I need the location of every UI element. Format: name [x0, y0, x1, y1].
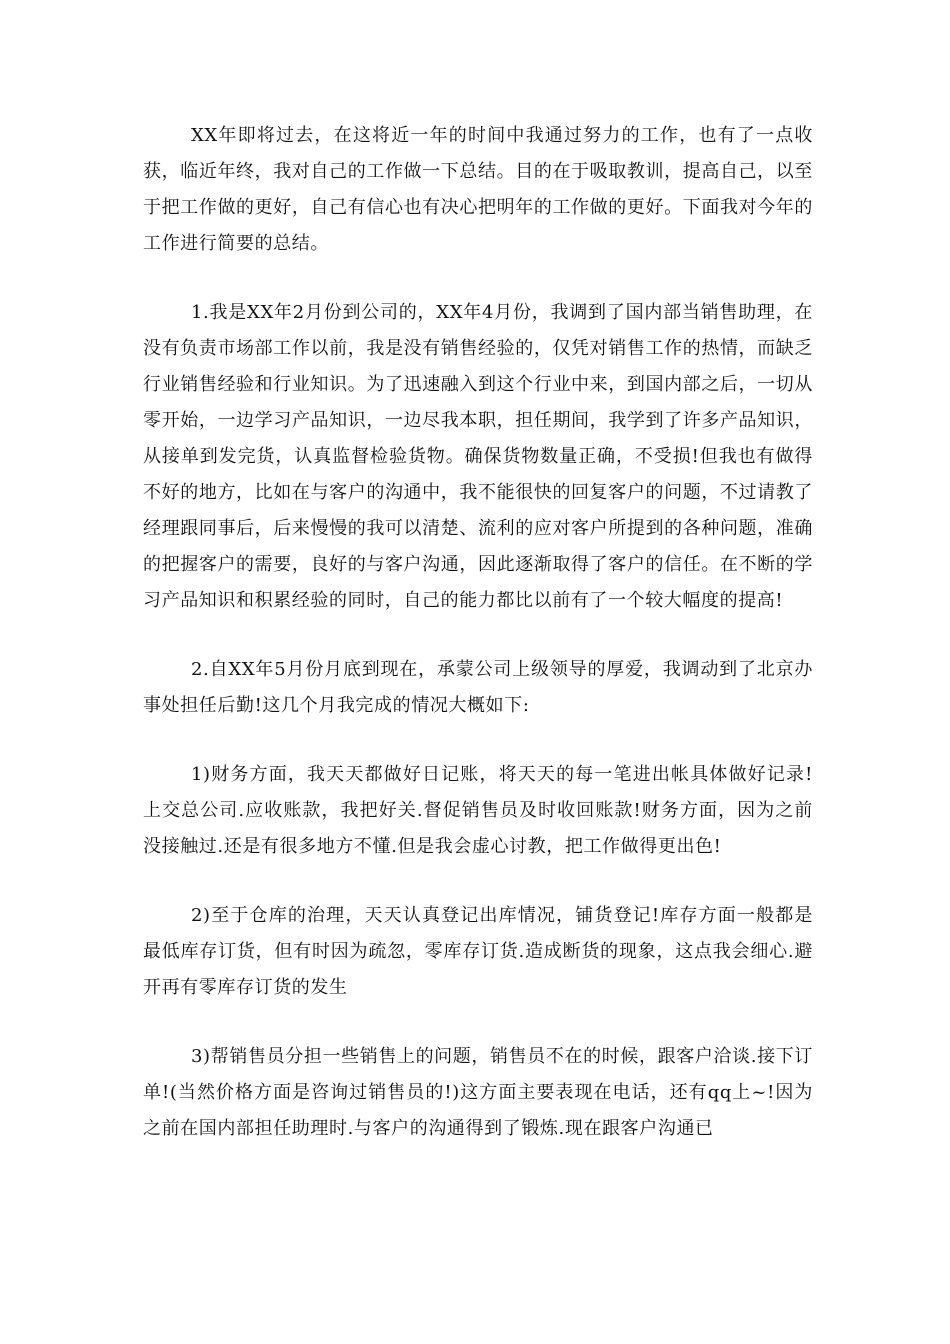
- paragraph-subitem-3: 3)帮销售员分担一些销售上的问题，销售员不在的时候，跟客户洽谈.接下订单!(当然价格方面是咨询过销售员的!)这方面主要表现在电话，还有qq上~!因为之前在国内部担任助理时.与客户的沟通得到了锻炼.现在跟客户沟通已: [143, 1046, 813, 1139]
- paragraph-subitem-1: 1)财务方面，我天天都做好日记账，将天天的每一笔进出帐具体做好记录!上交总公司.应收账款，我把好关.督促销售员及时收回账款!财务方面，因为之前没接触过.还是有很多地方不懂.但是我会虚心讨教，把工作做得更出色!: [143, 764, 813, 857]
- document-body: [143, 118, 813, 1180]
- paragraph-item-1: 1.我是XX年2月份到公司的，XX年4月份，我调到了国内部当销售助理，在没有负责市场部工作以前，我是没有销售经验的，仅凭对销售工作的热情，而缺乏行业销售经验和行业知识。为了迅速融入到这个行业中来，到国内部之后，一切从零开始，一边学习产品知识，一边尽我本职，担任期间，我学到了许多产品知识，从接单到发完货，认真监督检验货物。确保货物数量正确，不受损!但我也有做得不好的地方，比如在与客户的沟通中，我不能很快的回复客户的问题，不过请教了经理跟同事后，后来慢慢的我可以清楚、流利的应对客户所提到的各种问题，准确的把握客户的需要，良好的与客户沟通，因此逐渐取得了客户的信任。在不断的学习产品知识和积累经验的同时，自己的能力都比以前有了一个较大幅度的提高!: [143, 302, 813, 611]
- paragraph-item-2: 2.自XX年5月份月底到现在，承蒙公司上级领导的厚爱，我调动到了北京办事处担任后勤!这几个月我完成的情况大概如下:: [143, 659, 813, 716]
- paragraph-intro: XX年即将过去，在这将近一年的时间中我通过努力的工作，也有了一点收获，临近年终，我对自己的工作做一下总结。目的在于吸取教训，提高自己，以至于把工作做的更好，自己有信心也有决心把明年的工作做的更好。下面我对今年的工作进行简要的总结。: [143, 125, 813, 254]
- paragraph-subitem-2: 2)至于仓库的治理，天天认真登记出库情况，铺货登记!库存方面一般都是最低库存订货，但有时因为疏忽，零库存订货.造成断货的现象，这点我会细心.避开再有零库存订货的发生: [143, 905, 813, 998]
